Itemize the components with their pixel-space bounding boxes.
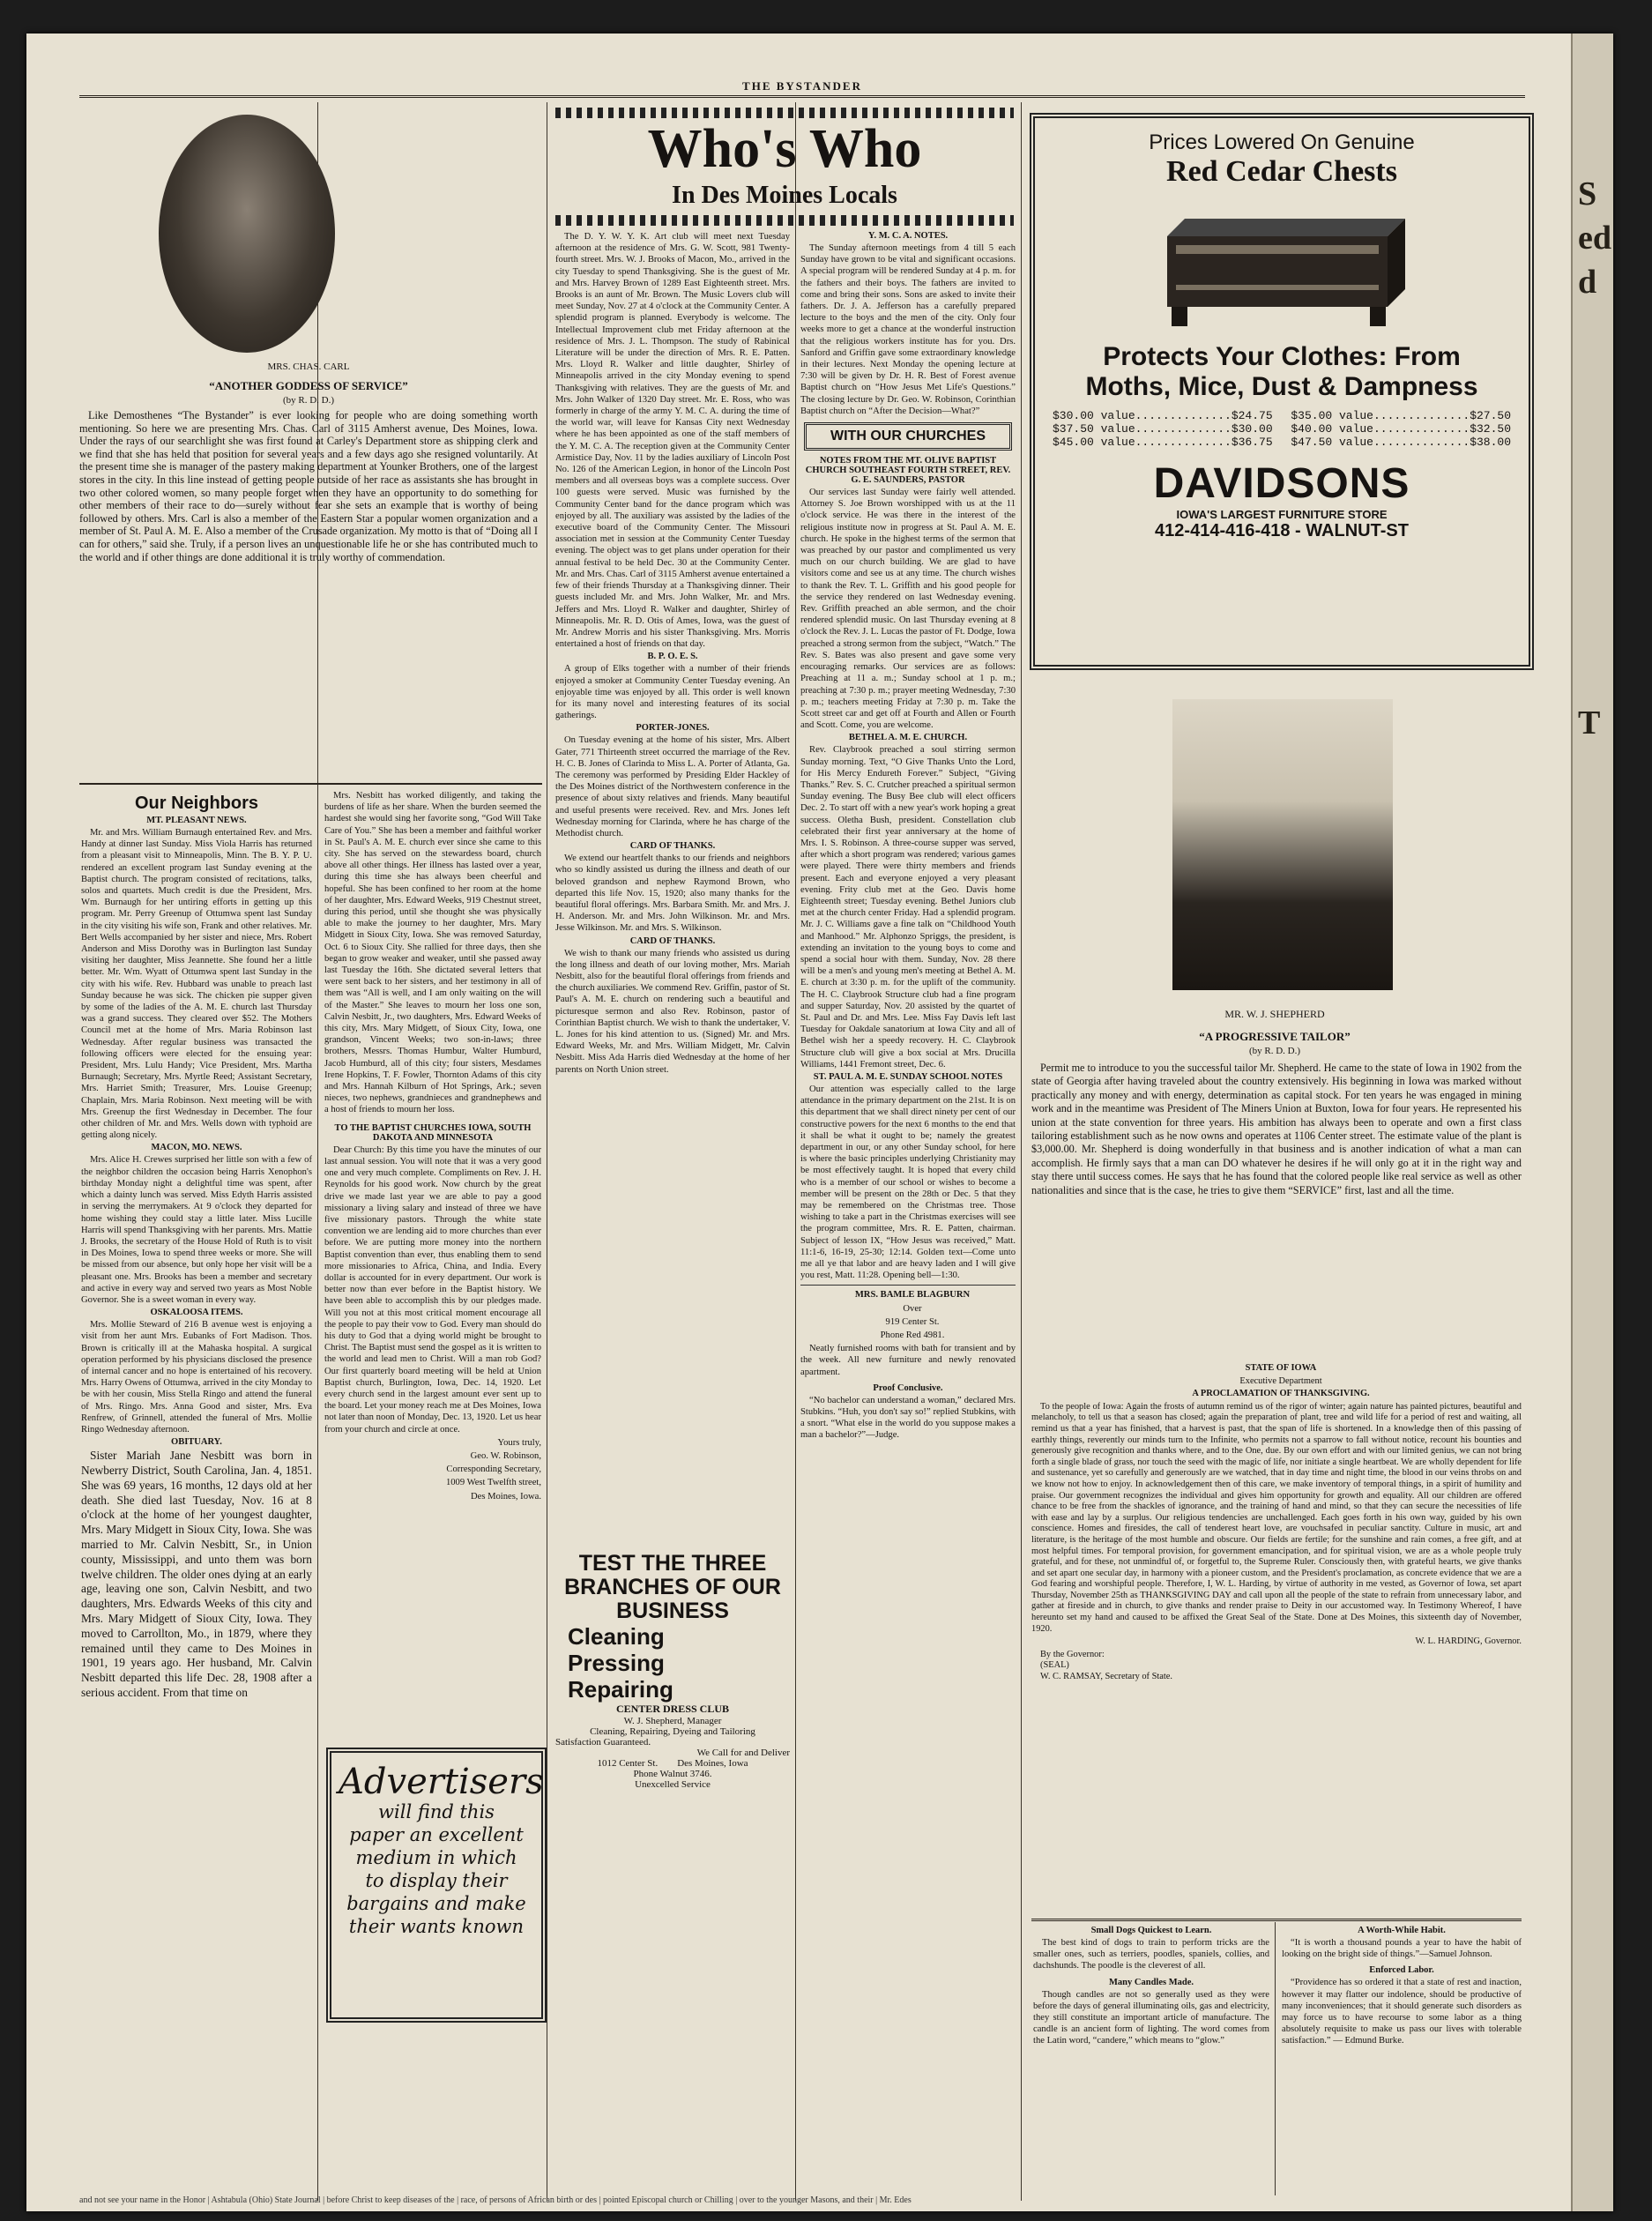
section-rule [79,783,542,785]
obituary-title: OBITUARY. [171,1437,222,1448]
macon-text: Mrs. Alice H. Crewes surprised her little son with a few of the neighbor children the occasion being Harris Xenophon's birthday Monday night a delightful time was spent, after which a dainty lunch was served. Miss Edyth Harris assisted in serving the merrymakers. At 9 o'clock they departed for home wishing they could stay a little later. Miss Lucille Harris will spend Thanksgiving with her parents. Mrs. Mattie J. Brooks, the secretary of the House Hold of Ruth is to visit in Des Moines, Iowa to spend three weeks or more. She will be missed from our absence, but only hope her visit will be a pleasant one. Mrs. Brooks has been a member and secretary and active in every way and served two years as Most Noble Governor. She is a sweet woman in every way. [81,1155,312,1305]
decorative-border [555,215,1014,226]
ad-service-pressing: Pressing [568,1650,665,1676]
dogs-text: The best kind of dogs to train to perform tricks are the smaller ones, such as terriers, poodles, spaniels, collies, and dachshunds. The poodle is the cleverest of all. [1033,1938,1269,1971]
column-4 [800,231,1016,2188]
ad-manager: W. J. Shepherd, Manager [623,1716,722,1726]
porter-jones-text: On Tuesday evening at the home of his sister, Mrs. Albert Gater, 771 Thirteenth street occurred the marriage of the Rev. H. C. B. Jones of Clarinda to Miss L. A. Porter of Atlanta, Ga. The ceremony was performed by Presiding Elder Hackley of the Des Moines district of the Northwestern conference in the presence of about sixty relatives and friends. Many beautiful and useful presents were received. Rev. and Mrs. Jones left Wednesday morning for Clarinda, where he has charge of the Methodist church. [555,735,790,838]
edge-letter: ed [1578,220,1611,257]
cedar-chest-ad [1030,113,1534,670]
bottom-strip: and not see your name in the Honor | Ashtabula (Ohio) State Journal | before Christ to keep diseases of the | race, of persons of African birth or des | pointed Episcopal church or Chilling | over to the younger Masons, and their | Mr. Edes [79,2195,912,2205]
dress-club-ad [555,1552,790,1922]
oskaloosa-text: Mrs. Mollie Steward of 216 B avenue west is enjoying a visit from her aunt Mrs. Eubanks of Fort Madison. Thos. Brown is critically ill at the Mahaska hospital. A surgical operation performed by his physicians disclosed the presence of internal cancer and no hope is entertained of his recovery. Mrs. Harry Owens of Ottumwa, arrived in the city Monday to be with her cousin, Miss Stella Ringo and attend the funeral of Mrs. Ringo. Mrs. Anna Good and sister, Mrs. Eva Renfrew, of Grinnell, attended the funeral of Mrs. Mollie Ringo Wednesday afternoon. [81,1320,312,1435]
st-paul-text: Our attention was especially called to the large attendance in the primary department on the 21st. It is on this department that we shall direct ninety per cent of our constructive powers for the next 6 months to the end that it shall be what it ought to be; namely the greatest department in our, or any other Sunday school, for here is where the basic principles underlying Christianity may be most effectively taught. It is hoped that every child who is a member of our school or wishes to become a member will be present on the 28th or Dec. 5 that they may be remembered on the Christmas tree. Those wishing to take a part in the Christmas exercises will see the program committee, Mrs. R. E. Patten, chairman. Subject of lesson IX, “How Jesus was received,” Matt. 11:1-6, 16-19, 25-30; 12:14. Golden text—Come unto me all ye that labor and are heavy laden and I will give you rest, Matt. 11:28. Opening bell—1:30. [800,1084,1016,1281]
shepherd-title: “A PROGRESSIVE TAILOR” [1199,1030,1351,1043]
price-row: $37.50 value..............$30.00 [1053,422,1273,436]
shepherd-caption: MR. W. J. SHEPHERD [1224,1008,1325,1020]
locals-text: The D. Y. W. Y. K. Art club will meet next Tuesday afternoon at the residence of Mrs. G. W. Scott, 981 Twenty-fourth street. Mrs. W. J. Brooks of Macon, Mo., arrived in the city Tuesday to spend Thanksgiving. She is the guest of Mr. and Mrs. Harvey Brown of 1289 East Eighteenth street. Mrs. Brooks is an aunt of Mr. Brown. The Music Lovers club will meet Sunday, Nov. 27 at 4 o'clock at the Community Center. A splendid program is planned. Everybody is welcome. The Intellectual Improvement club met Friday afternoon at the residence of Mrs. J. L. Thompson. The study of Rabinical Literature will be under the direction of Mrs. R. E. Patten. Mrs. Lloyd R. Walker and little daughter, Shirley of Minneapolis arrived in the city Monday evening to spend Thanksgiving with relatives. They are the guests of Mr. and Mrs. John Walker of 1320 Day street. Mr. E. Ross, who was formerly in charge of the army Y. M. C. A. during the time of the world war, will leave for Kansas City next Wednesday where he has been appointed as one of the staff members of the Y. M. C. A. The reception given at the Community Center Armistice Day, Nov. 11 by the ladies auxiliary of Lincoln Post No. 126 of the American Legion, in honor of the Lincoln Post members and all overseas boys was a complete success. Over 100 guests were served. Music was furnished by the Community Center band for the dance program which was enjoyed by all. The auxiliary was assisted by the ladies of the executive board of the Community Center. The Missouri association met in session at the Community Center Tuesday evening. The object was to get plans under operation for their annual festival to be held Dec. 30 at the Community Center. Mr. and Mrs. Chas. Carl of 3115 Amherst avenue entertained a few of their friends Thursday at a Thanksgiving dinner. Their guests included Mr. and Mrs. John Walker, Mr. and Mrs. Jeffers and Mrs. Lloyd R. Walker and daughter, Shirley of Minneapolis. Mr. R. D. Otis of Ames, Iowa, was the guest of Mr. Andrew Morris and his sister Thanksgiving. Mrs. Morris entertained a host of friends on that day. [555,232,790,650]
mt-olive-text: Our services last Sunday were fairly well attended. Attorney S. Joe Brown worshipped with us at the 11 o'clock service. He was there in the interest of the religious institute now in progress at St. Paul A. M. E. church. He spoke in the highest terms of the sermon that was preached by our pastor and complimented us very much on our church building. We are glad to have visitors come and see us at any time. The church wishes to thank the Rev. T. L. Griffith and his good people for the service they rendered on last Wednesday evening. Rev. Griffith preached an able sermon, and the choir rendered splendid music. On last Thursday evening at 8 o'clock the Rev. J. L. Lucas the pastor of Ft. Dodge, Iowa preached a strong sermon from the subject, “Watch.” The Rev. S. Bates was also present and gave some very encouraging remarks. Our services are as follows: Preaching at 11 a. m.; Sunday school at 1 p. m.; preaching at 7:30 p. m.; prayer meeting Wednesday, 7:30 p. m.; teachers meeting Friday at 7:30 p. m. Take the Scott street car and get off at Fourth and Allen or Fourth and Scott. Come, you are welcome. [800,488,1016,731]
habit-title: A Worth-While Habit. [1358,1926,1446,1935]
portrait-mrs-carl [159,115,335,353]
portrait-caption: MRS. CHAS. CARL [267,361,350,372]
price-row: $45.00 value..............$36.75 [1053,436,1273,449]
blagburn-phone: Phone Red 4981. [880,1330,945,1341]
blagburn-name: MRS. BAMLE BLAGBURN [854,1290,971,1301]
with-our-churches-banner: WITH OUR CHURCHES [804,422,1012,451]
card-of-thanks-text-2: We wish to thank our many friends who assisted us during the long illness and death of our loving mother, Mrs. Mariah Nesbitt, also for the beautiful floral offerings from friends and the church auxiliaries. We commend Rev. Griffin, pastor of St. Paul's A. M. E. church on rendering such a beautiful and picturesque sermon and also Rev. Robinson, pastor of Corinthian Baptist church. We wish to thank the undertaker, V. L. Jones for his kind attention to us. (Signed) Mr. and Mrs. Edward Weeks, Mr. and Mrs. William Midgett, Mr. Calvin Nesbitt. Miss Ada Harris died Wednesday at the home of her parents on North Union street. [555,948,790,1075]
whos-who-subtitle: In Des Moines Locals [672,182,897,209]
baptist-sign-1: Yours truly, [497,1437,541,1448]
ad-tagline: Cleaning, Repairing, Dyeing and Tailoring [590,1726,755,1737]
state-of-iowa: STATE OF IOWA [1245,1363,1317,1373]
ad-service-cleaning: Cleaning [568,1623,665,1650]
chest-icon [1150,201,1414,333]
ad-headline-2: BRANCHES OF OUR [564,1575,781,1599]
baptist-sign-3: Corresponding Secretary, [446,1465,541,1475]
ad-deliver: We Call for and Deliver [696,1748,790,1758]
edge-letter: d [1578,264,1597,301]
ad-headline-1: TEST THE THREE [578,1551,767,1576]
ymca-text: The Sunday afternoon meetings from 4 till 5 each Sunday have grown to be vital and significant occasions. A special program will be rendered Sunday at 4 p. m. for the fathers and their boys. The fathers are invited to come and bring their sons. Sons are asked to invite their fathers. Dr. J. A. Jefferson has a carefully prepared lecture to the boys and the men of the city. Only four weeks more to get a chance at the wonderful instruction that the religious workers institute has for you. Drs. Sanford and Griffin gave some extraordinary knowledge in their lectures. Next Monday the opening lecture at 7:30 will be given by Dr. H. R. Best of Forest avenue Baptist church on “How Jesus Met Life's Questions.” The closing lecture by Dr. Geo. W. Robinson, Corinthian Baptist church on “After the Decision—What?” [800,243,1016,416]
ad-service: Unexcelled Service [635,1779,711,1790]
blagburn-text: Neatly furnished rooms with bath for transient and by the week. All new furniture and newly renovated apartment. [800,1344,1016,1377]
column-1 [81,790,312,2201]
bethel-text: Rev. Claybrook preached a soul stirring sermon Sunday morning. Text, “O Give Thanks Unto the Lord, for His Mercy Endureth Forever.” Subject, “Giving Thanks.” Rev. S. C. Crutcher preached a spiritual sermon Sunday evening. The Busy Bee club will elect officers Dec. 2. To start off with a new year's work hoping a great success. Oletha Bush, president. Constellation club celebrated their first year anniversary at the home of Mrs. I. S. Robinson. A three-course supper was served, after which a short program was rendered; various games were played. There were thirty members and friends present. Each and everyone enjoyed a very pleasant evening. Frity club met at the Geo. Davis home Eighteenth street; Tuesday evening. Bethel Juniors club met at the church center Friday. Had a splendid program. Mr. J. C. Williams gave a fine talk on “Childhood Youth and Manhood.” Mr. Alphonzo Spriggs, the president, is extending an invitation to the young boys to come and spend a social hour with them. Sunday, Nov. 28 there will be a men's and young men's meeting at Bethel A. M. E. church at 3:30 p. m. for the uplift of the community. The H. C. Claybrook Structure club had a fine program and supper Saturday, Nov. 20 assisted by the quartet of St. Paul and Dr. and Mrs. Lee. Miss Fay Davis left last Tuesday for Oakdale sanatorium at Iowa City and all of Bethel wish her a speedy recovery. H. C. Claybrook Structure club will give a box social at Mrs. Drucilla Williams, 1441 Fremont street, Dec. 6. [800,745,1016,1070]
baptist-sign-5: Des Moines, Iowa. [470,1491,541,1502]
feature-article [79,409,538,778]
shepherd-byline: (by R. D. D.) [1248,1046,1301,1056]
proof-text: “No bachelor can understand a woman,” declared Mrs. Stubkins. “Huh, you don't say so!” replied Stubkins, with a snort. “What else in the world do you suppose makes a man a bachelor?”—Judge. [800,1395,1016,1441]
fillers-left [1033,1926,1269,2190]
candles-title: Many Candles Made. [1109,1977,1194,1987]
mt-pleasant-text: Mr. and Mrs. William Burnaugh entertained Rev. and Mrs. Handy at dinner last Sunday. Miss Viola Harris has returned from a pleasant visit to Minneapolis, Minn. The B. Y. P. U. rendered an excellent program last Sunday evening at the Baptist church. The program consisted of recitations, talks, solos and quartets. Much credit is due the President, Mrs. Wm. Burnaugh for her untiring efforts in getting up this program. Mr. Perry Greenup of Ottumwa spent last Sunday in the city visiting his wife son, Frank and other relatives. Mr. Bert Wells accompanied by her sister and niece, Mrs. Robert Anderson and Miss Dorothy was in Burlington last Sunday visiting her daughter, Miss Jeannette. She found her a little better. Mr. Wm. Wyatt of Ottumwa spent last Sunday in the city with his wife. Rev. Hubbard was unable to preach last Sunday because he was sick. The chicken pie supper given by some of the ladies of the A. M. E. church last Thursday was a grand success. They cleared over $52. The Mothers Council met at the home of Mrs. Maria Robinson last Wednesday. After regular business was transacted the following officers were elected for the ensuing year: President, Mrs. Lulu Handy; Vice President, Mrs. Martha Burnaugh; Secretary, Mrs. Myrtle Reed; Assistant Secretary, Mrs. Harriet Smith; Treasurer, Mrs. Louise Greenup; Chaplain, Mrs. Maria Robinson. Next meeting will be with Mrs. Greenup the first Wednesday in December. The four other children of Mr. and Mrs. Wells down with typhoid are getting along nicely. [81,828,312,1141]
st-paul-title: ST. PAUL A. M. E. SUNDAY SCHOOL NOTES [813,1072,1003,1082]
proclamation-title: A PROCLAMATION OF THANKSGIVING. [1192,1389,1370,1399]
blagburn-address: 919 Center St. [885,1316,940,1327]
fillers-right [1282,1926,1522,2190]
advertisers-line-1: Advertisers [339,1762,544,1802]
card-of-thanks-text: We extend our heartfelt thanks to our friends and neighbors who so kindly assisted us during the illness and death of our beloved grandson and nephew Raymond Brown, who departed this life Nov. 15, 1920; also many thanks for the beautiful floral offerings. Mrs. Barbara Smith. Mr. and Mrs. J. H. Anderson. Mr. and Mrs. John Wilkinson. Mr. and Mrs. Jesse Wilkinson. Mr. and Mrs. S. Wilkinson. [555,853,790,934]
habit-text: “It is worth a thousand pounds a year to have the habit of looking on the bright side of things.”—Samuel Johnson. [1282,1938,1522,1960]
cedar-protects: Protects Your Clothes: From [1103,342,1461,371]
masthead: THE BYSTANDER [742,79,862,93]
executive-dept: Executive Department [1239,1375,1322,1386]
section-rule [1031,1919,1522,1921]
ymca-title: Y. M. C. A. NOTES. [867,231,949,241]
column-divider [1275,1922,1276,2195]
newspaper-page [26,34,1613,2211]
advertisers-line-6: bargains and make [346,1893,526,1914]
obituary-continued: Mrs. Nesbitt has worked diligently, and taking the burdens of life as her share. When the burden seemed the hardest she would sing her favorite song, “God Will Take Care of You.” She has been a member and faithful worker in St. Paul's A. M. E. church ever since she came to this city. She has served on the stewardess board, church above all other things. Her illness has lasted over a year, during this time she has always been cheerful and hopeful. She has been confined to her room at the home of her daughter, Mrs. Edward Weeks, 919 Chestnut street, during this period, until she thought she was physically able to make the journey to her daughter, Mrs. Mary Midgett in Sioux City, Iowa. She was removed Saturday, Oct. 6 to Sioux City. She rallied for three days, then she began to grow weaker and weaker, until she passed away last Tuesday the 16th. She dictated several letters that were sent back to her sisters, and her testimony in all of them was “All is well, and I am only waiting on the will of the Master.” She leaves to mourn her loss one son, Calvin Nesbitt, Jr., two daughters, Mrs. Edward Weeks of this city, Mrs. Mary Midgett, of Sioux City, Iowa, one grandson, Vincent Weeks; two son-in-laws; three brothers, Messrs. Thomas Humbur, Walter Humburd, Jacob Humburd, all of this city; four sisters, Mesdames Irene Hopkins, T. F. Fowler, Thornton Adams of this city and Mrs. Hannah Kilburn of Hot Springs, Ark.; seven nieces, two nephews, grandnieces and grandnephews and a host of friends to mourn her loss. [324,791,541,1115]
ad-phone: Phone Walnut 3746. [633,1769,712,1779]
proclamation [1031,1363,1522,1912]
cedar-moths: Moths, Mice, Dust & Dampness [1085,372,1478,401]
cedar-price-table [1035,402,1529,449]
advertisers-line-5: to display their [365,1870,508,1891]
baptist-text: Dear Church: By this time you have the minutes of our last annual session. You will note that it was a very good one and very much complete. Compliments on Rev. J. H. Reynolds for his good work. Now church by the great drive we made last year we are able to pay a good missionary a living salary and instead of three we have five missionary pastors. Through the white state convention we are lending aid to more churches than ever before. We are putting more money into the northern Baptist convention than ever, thus enabling them to send more missionaries to Africa, China, and India. Every dollar is accounted for in every department. Our work is better now than ever before in the Baptist history. We have been able to accomplish this by our pledges made. Will you not at this most critical moment encourage all the people to pay their vow to God. Every man should do his duty to God that a dying world might be brought to Christ. The Baptist must send the gospel as it is written to the world and lead men to Christ. Will a man rob God? Our first quarterly board meeting will be held at Union Baptist church, Burlington, Iowa, Dec. 14, 1920. Let every church send in the largest amount ever sent up to the board. Let your money reach me at Des Moines, Iowa not later than noon of Monday, Dec. 13, 1920. Let us hear from your church and circle at once. [324,1144,541,1435]
ad-guarantee: Satisfaction Guaranteed. [555,1737,651,1748]
column-divider [1021,102,1022,2201]
ad-name: CENTER DRESS CLUB [615,1703,730,1715]
obituary-text: Sister Mariah Jane Nesbitt was born in Newberry District, South Carolina, Jan. 4, 1851. She was 69 years, 16 months, 12 days old at her death. She died last Tuesday, Nov. 16 at 8 o'clock at the home of her youngest daughter, Mrs. Mary Midgett in Sioux City, Iowa. She was married to Mr. Calvin Nesbitt, Sr., in Union county, Mississippi, and unto them was born twelve children. The older ones dying at an early age, leaving one son, Calvin Nesbitt, and two daughters, Mrs. Edwards Weeks of this city and Mrs. Mary Midgett of Sioux City, Iowa. They moved to Carrollton, Mo., in 1879, where they remained until they came to Des Moines in 1901, 19 years ago. Her husband, Mr. Calvin Nesbitt departed this life Dec. 28, 1908 after a serious accident. From that time on [81,1449,312,1699]
proclamation-governor: W. L. HARDING, Governor. [1415,1636,1522,1647]
column-divider [795,102,796,2201]
bpoe-title: B. P. O. E. S. [647,652,698,662]
cedar-chest-picture [1150,201,1414,333]
mt-pleasant-title: MT. PLEASANT NEWS. [146,816,247,825]
blagburn-over: Over [903,1303,922,1314]
edge-letter: T [1578,704,1601,742]
shepherd-text: Permit me to introduce to you the successful tailor Mr. Shepherd. He came to the state of Iowa in 1902 from the state of Georgia after having traveled about the country extensively. His beginning in Iowa was marked without practically any money and with energy, determination as capital stock. For ten years he was engaged in mining work and in the meantime was President of The Miners Union at Buxton, Iowa for four years. He represented his union at the state convention for three years. His ambition has always been to operate and own a first class tailoring establishment such as he now owns and operates at 1106 Center street. The estimate value of the plant is $3,000.00. Mr. Shepherd is doing wonderfully in that business and is another indication of what a man can accomplish. He firmly says that a man can DO whatever he desires if he will only go at it in the right way and stay there until success comes. He says that he has found that the colored people like real service as well as other nationalities and since that is the case, he tries to give them “SERVICE” first, last and all the time. [1031,1062,1522,1196]
proclamation-by: By the Governor: [1040,1649,1105,1659]
proclamation-text: To the people of Iowa: Again the frosts of autumn remind us of the rigor of winter; again nature has painted pictures, beautiful and melancholy, to tell us that a season has closed; again the preparation of plant, tree and wild life for a period of rest and waiting, all remind us that a year has finished, that a harvest is past, that the span of life is shortened. In a knowledge then of this passing of earthly things, reverently our minds turn to the Infinite, who permits not a sparrow to fall without notice, recount his bounties and generously give recognition and thanks where, and to the One, due. By our own effort and with our limited genius, we can not bring forth a single blade of grass, nor touch the seed with the magic of life, nor initiate a single heartbeat. We are wholly dependent for life and sustenance, yet so carefully and generously are we watched, that in day time and night time, the blood in our veins throbs on and we know not how to enjoy. In acknowledgement then of this care, we make inventory of temporal things, in a spirit of humility and praise. Our government recognizes the individual and gives him opportunity for growth and equality. All our children are offered chance to be free from the shackles of ignorance, and the training of hand and mind, so that they can secure the necessities of life with ease and lay by a surplus. Our religious tendencies are unchallenged. Each goes forth in his own way, guided by his own conscience. Homes and firesides, the call of tenderest heart love, are vouchsafed in peculiar sanctity. Culture in music, art and literature, is the heritage of the most humble and obscure. Our fields are fertile; for the sunshine and rain comes, a free gift, and at most helpful times. For temporal provision, for government emancipation, and for spiritual vision, we are as a whole people truly grateful, and for these, not unmindful of, or forgetful to, the Supreme Ruler. Consciously then, with grateful hearts, we give thanks and set apart one secular day, in harmony with a pioneer custom, and the President's proclamation, as concrete evidence that we are a God fearing and worshipful people. Therefore, I, W. L. Harding, by virtue of authority in me vested, as Governor of Iowa, set apart Thursday, November 25th as THANKSGIVING DAY and call upon all the people of the state to refrain from unnecessary labor, and gather at fireside and in church, to give thanks and render praise to Deity in our accustomed way. In Testimony Whereof, I have hereunto set my hand and caused to be affixed the Great Seal of the State. Done at Des Moines, this sixteenth day of November, 1920. [1031,1401,1522,1634]
advertisers-line-7: their wants known [348,1916,525,1937]
macon-title: MACON, MO. NEWS. [151,1143,242,1153]
baptist-sign-2: Geo. W. Robinson, [470,1450,541,1461]
feature-text: Like Demosthenes “The Bystander” is ever looking for people who are doing something worth mentioning. So here we are presenting Mrs. Chas. Carl of 3115 Amherst avenue, Des Moines, Iowa. Under the rays of our searchlight she was first found at Carley's Department store as shipping clerk and we find that she has held that position for several years and a few days ago she resigned voluntarily. At the present time she is manager of the pastery making department at Younker Brothers, one of the largest stores in the city. In this line instead of getting people outside of her race as assistants she has brought in two other colored women, so many people forget when they have an opportunity to do something for other members of their race to do—surely without fear she sets an example that is worthy of being followed by others. Mrs. Carl is also a member of the Eastern Star a popular women organization and a member of St. Paul A. M. E. Also a member of the Crusade organization. My motto is that of “Doing all I can for others,” said she. Truly, if a person lives an unquestionable life he or she has contributed much to the world and if other things are done additional it is truly worthy of commendation. [79,409,538,563]
feature-title: “ANOTHER GODDESS OF SERVICE” [209,379,408,392]
davidsons-sub: IOWA'S LARGEST FURNITURE STORE [1176,508,1388,521]
baptist-title: TO THE BAPTIST CHURCHES IOWA, SOUTH DAKOTA AND MINNESOTA [334,1122,532,1143]
decorative-border [555,108,1014,118]
davidsons-address: 412-414-416-418 - WALNUT-ST [1155,521,1409,540]
advertisers-line-4: medium in which [355,1847,517,1868]
price-row: $40.00 value..............$32.50 [1291,422,1511,436]
neighbors-title: Our Neighbors [134,794,258,813]
oskaloosa-title: OSKALOOSA ITEMS. [150,1308,243,1318]
card-of-thanks-title: CARD OF THANKS. [629,841,716,852]
porter-jones-title: PORTER-JONES. [636,723,710,734]
advertisers-ad [326,1748,547,2023]
dogs-title: Small Dogs Quickest to Learn. [1090,1926,1212,1935]
candles-text: Though candles are not so generally used as they were before the days of general illuminating oils, gas and electricity, they still constitute an important article of manufacture. The candle is an ancient form of lighting. The word comes from the Latin word, “candere,” which means to “glow.” [1033,1989,1269,2046]
advertisers-line-2: will find this [378,1801,495,1822]
proof-title: Proof Conclusive. [873,1383,943,1393]
adjacent-page-edge [1571,34,1613,2211]
price-row: $47.50 value..............$38.00 [1291,436,1511,449]
advertisers-line-3: paper an excellent [349,1824,524,1845]
cedar-top: Prices Lowered On Genuine [1149,130,1415,154]
price-row: $35.00 value..............$27.50 [1291,409,1511,422]
ad-service-repairing: Repairing [568,1676,673,1703]
labor-title: Enforced Labor. [1369,1965,1434,1976]
ad-headline-3: BUSINESS [616,1599,729,1623]
price-row: $30.00 value..............$24.75 [1053,409,1273,422]
column-2 [324,790,541,1742]
mt-olive-title: NOTES FROM THE MT. OLIVE BAPTIST CHURCH SOUTHEAST FOURTH STREET, REV. G. E. SAUNDERS, PASTOR [805,456,1011,486]
masthead-rule [79,95,1525,98]
column-3 [555,231,790,1545]
feature-byline: (by R. D. D.) [282,395,335,406]
labor-text: “Providence has so ordered it that a state of rest and inaction, however it may flatter our indolence, should be productive of many inconveniences; that it should generate such disorders as may force us to have recourse to some labor as a thing absolutely requisite to make us pass our lives with tolerable satisfaction.” — Edmund Burke. [1282,1978,1522,2046]
edge-letter: S [1578,175,1597,212]
davidsons-logo: DAVIDSONS [1153,460,1410,507]
shepherd-article [1031,1062,1522,1358]
whos-who-title: Who's Who [647,119,922,179]
bethel-title: BETHEL A. M. E. CHURCH. [848,733,968,743]
cedar-title: Red Cedar Chests [1166,155,1397,188]
proclamation-seal: (SEAL) [1040,1660,1069,1671]
card-of-thanks-title-2: CARD OF THANKS. [629,935,716,946]
baptist-sign-4: 1009 West Twelfth street, [445,1478,541,1488]
portrait-mr-shepherd [1172,699,1393,990]
proclamation-secretary: W. C. RAMSAY, Secretary of State. [1040,1672,1172,1682]
ad-address: 1012 Center St. Des Moines, Iowa [597,1758,748,1769]
bpoe-text: A group of Elks together with a number of their friends enjoyed a smoker at Community Center Tuesday evening. An enjoyable time was enjoyed by all. This order is well known for its many novel and interesting features of its social gatherings. [555,664,790,721]
